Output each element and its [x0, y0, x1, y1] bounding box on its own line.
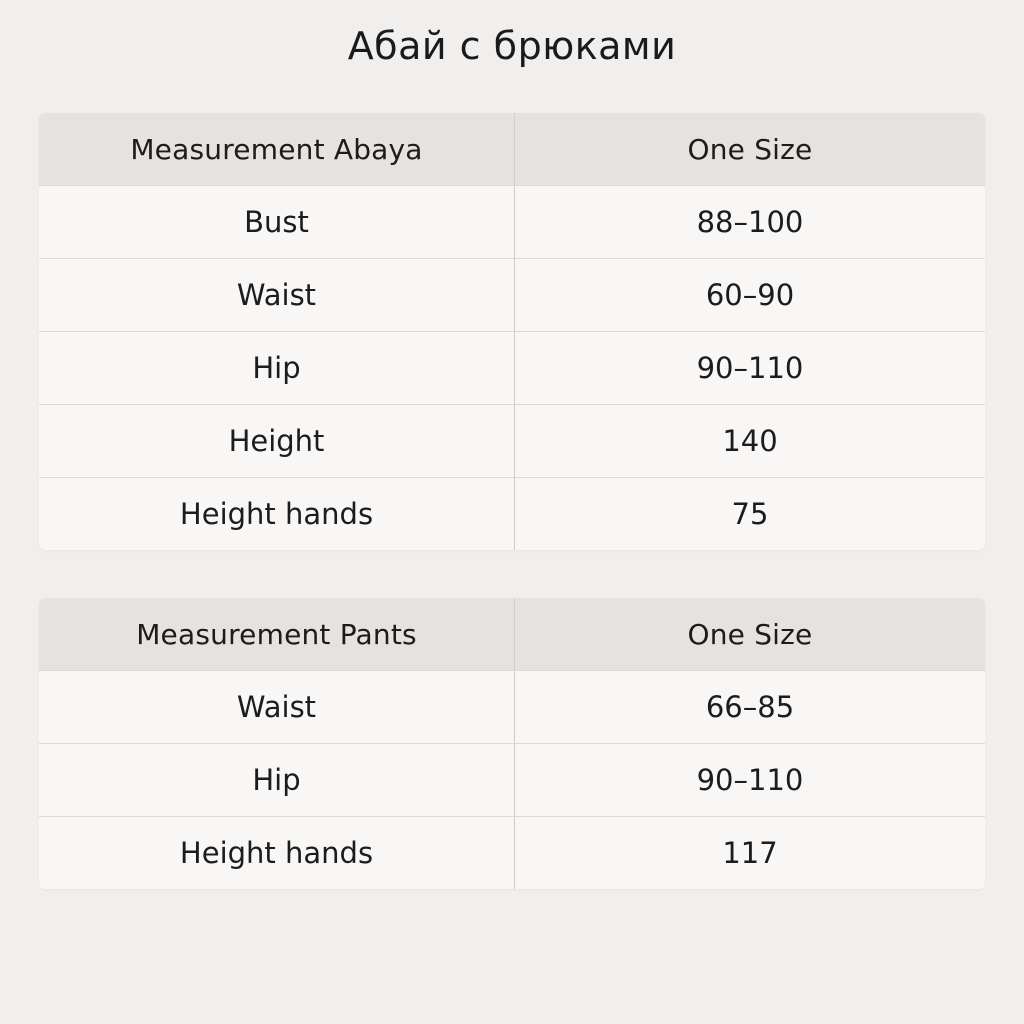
column-header: Measurement Pants: [39, 598, 515, 670]
table-row: [39, 477, 985, 550]
page-title: Абай с брюками: [347, 24, 677, 68]
table-row: [39, 670, 985, 743]
table-row: [39, 743, 985, 816]
measurement-value: 90–110: [696, 351, 804, 385]
table-row: [39, 185, 985, 258]
measurement-label: Hip: [39, 332, 515, 404]
table-row: [39, 258, 985, 331]
measurement-label: Waist: [39, 259, 515, 331]
measurement-value: 140: [722, 424, 778, 458]
pants-size-table: [39, 598, 985, 889]
table-header-row: [39, 598, 985, 670]
measurement-label: Bust: [39, 186, 515, 258]
measurement-label: Height: [39, 405, 515, 477]
measurement-value: 88–100: [696, 205, 804, 239]
column-header: Measurement Abaya: [39, 113, 515, 185]
measurement-value: 117: [722, 836, 778, 870]
abaya-size-table: [39, 113, 985, 550]
measurement-label: Height hands: [39, 478, 515, 550]
measurement-value: 75: [731, 497, 769, 531]
measurement-value: 66–85: [705, 690, 795, 724]
table-header-row: [39, 113, 985, 185]
table-row: [39, 331, 985, 404]
measurement-label: Waist: [39, 671, 515, 743]
measurement-label: Height hands: [39, 817, 515, 889]
table-row: [39, 404, 985, 477]
column-header: One Size: [687, 132, 813, 166]
column-header: One Size: [687, 617, 813, 651]
table-row: [39, 816, 985, 889]
measurement-value: 90–110: [696, 763, 804, 797]
measurement-label: Hip: [39, 744, 515, 816]
measurement-value: 60–90: [705, 278, 795, 312]
